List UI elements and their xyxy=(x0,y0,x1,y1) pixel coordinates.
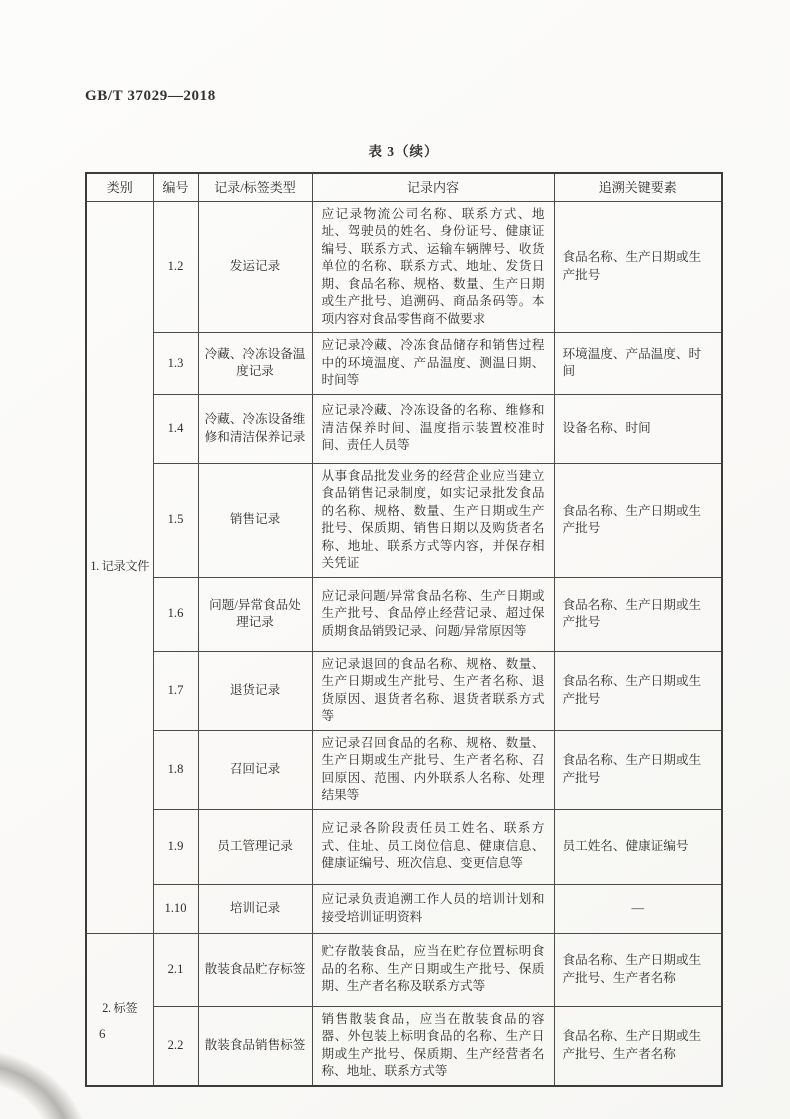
document-code: GB/T 37029—2018 xyxy=(85,88,216,104)
cell-key-elements: 食品名称、生产日期或生产批号、生产者名称 xyxy=(554,933,722,1006)
cell-number: 1.5 xyxy=(153,463,198,577)
cell-number: 1.2 xyxy=(153,201,198,333)
cell-number: 1.9 xyxy=(153,809,198,884)
cell-key-elements: 食品名称、生产日期或生产批号 xyxy=(554,201,722,333)
cell-content: 应记录冷藏、冷冻食品储存和销售过程中的环境温度、产品温度、测温日期、时间等 xyxy=(312,333,554,395)
category-cell-records: 1. 记录文件 xyxy=(86,201,153,933)
cell-number: 1.4 xyxy=(153,394,198,463)
cell-content: 销售散装食品，应当在散装食品的容器、外包装上标明食品的名称、生产日期或生产批号、保质期、生产经营者名称、地址、联系方式等 xyxy=(312,1006,554,1086)
cell-content: 应记录退回的食品名称、规格、数量、生产日期或生产批号、生产者名称、退货原因、退货者名称、退货者联系方式等 xyxy=(312,651,554,730)
table-row xyxy=(86,651,722,730)
table-row xyxy=(86,394,722,463)
cell-type: 散装食品销售标签 xyxy=(198,1006,312,1086)
cell-key-elements: 员工姓名、健康证编号 xyxy=(554,809,722,884)
cell-type: 发运记录 xyxy=(198,201,312,333)
cell-type: 召回记录 xyxy=(198,730,312,809)
cell-key-elements: 设备名称、时间 xyxy=(554,394,722,463)
cell-type: 问题/异常食品处理记录 xyxy=(198,577,312,651)
cell-content: 应记录负责追溯工作人员的培训计划和接受培训证明资料 xyxy=(312,884,554,933)
col-header-category: 类别 xyxy=(86,173,153,201)
cell-number: 1.3 xyxy=(153,333,198,395)
table-row xyxy=(86,201,722,333)
table-row xyxy=(86,884,722,933)
cell-key-elements: 食品名称、生产日期或生产批号 xyxy=(554,577,722,651)
category-cell-labels: 2. 标签 xyxy=(86,933,153,1086)
cell-type: 退货记录 xyxy=(198,651,312,730)
table-row xyxy=(86,333,722,395)
cell-type: 销售记录 xyxy=(198,463,312,577)
cell-key-elements: 食品名称、生产日期或生产批号 xyxy=(554,651,722,730)
header-row xyxy=(86,173,722,201)
cell-key-elements: 食品名称、生产日期或生产批号 xyxy=(554,463,722,577)
cell-type: 培训记录 xyxy=(198,884,312,933)
table-row xyxy=(86,809,722,884)
table-row xyxy=(86,730,722,809)
table-row xyxy=(86,1006,722,1086)
table-row xyxy=(86,933,722,1006)
records-table xyxy=(85,172,723,1087)
cell-content: 应记录冷藏、冷冻设备的名称、维修和清洁保养时间、温度指示装置校准时间、责任人员等 xyxy=(312,394,554,463)
cell-key-elements: 环境温度、产品温度、时间 xyxy=(554,333,722,395)
cell-content: 应记录各阶段责任员工姓名、联系方式、住址、员工岗位信息、健康信息、健康证编号、班次信息、变更信息等 xyxy=(312,809,554,884)
cell-number: 2.1 xyxy=(153,933,198,1006)
cell-number: 1.6 xyxy=(153,577,198,651)
col-header-number: 编号 xyxy=(153,173,198,201)
cell-content: 应记录召回食品的名称、规格、数量、生产日期或生产批号、生产者名称、召回原因、范围、内外联系人名称、处理结果等 xyxy=(312,730,554,809)
cell-number: 1.7 xyxy=(153,651,198,730)
table-caption: 表 3（续） xyxy=(368,144,439,159)
cell-key-elements: 食品名称、生产日期或生产批号 xyxy=(554,730,722,809)
cell-content: 应记录物流公司名称、联系方式、地址、驾驶员的姓名、身份证号、健康证编号、联系方式、运输车辆牌号、收货单位的名称、联系方式、地址、发货日期、食品名称、规格、数量、生产日期或生产批号、追溯码、商品条码等。本项内容对食品零售商不做要求 xyxy=(312,201,554,333)
col-header-content: 记录内容 xyxy=(312,173,554,201)
cell-type: 散装食品贮存标签 xyxy=(198,933,312,1006)
cell-type: 冷藏、冷冻设备维修和清洁保养记录 xyxy=(198,394,312,463)
cell-type: 冷藏、冷冻设备温度记录 xyxy=(198,333,312,395)
cell-number: 1.8 xyxy=(153,730,198,809)
col-header-key-elements: 追溯关键要素 xyxy=(554,173,722,201)
cell-content: 应记录问题/异常食品名称、生产日期或生产批号、食品停止经营记录、超过保质期食品销毁记录、问题/异常原因等 xyxy=(312,577,554,651)
cell-number: 2.2 xyxy=(153,1006,198,1086)
cell-content: 从事食品批发业务的经营企业应当建立食品销售记录制度，如实记录批发食品的名称、规格、数量、生产日期或生产批号、保质期、销售日期以及购货者名称、地址、联系方式等内容，并保存相关凭证 xyxy=(312,463,554,577)
table-row xyxy=(86,463,722,577)
page-number: 6 xyxy=(99,1026,106,1041)
cell-key-elements: — xyxy=(554,884,722,933)
cell-key-elements: 食品名称、生产日期或生产批号、生产者名称 xyxy=(554,1006,722,1086)
cell-number: 1.10 xyxy=(153,884,198,933)
cell-content: 贮存散装食品，应当在贮存位置标明食品的名称、生产日期或生产批号、保质期、生产者名称及联系方式等 xyxy=(312,933,554,1006)
col-header-type: 记录/标签类型 xyxy=(198,173,312,201)
cell-type: 员工管理记录 xyxy=(198,809,312,884)
table-row xyxy=(86,577,722,651)
